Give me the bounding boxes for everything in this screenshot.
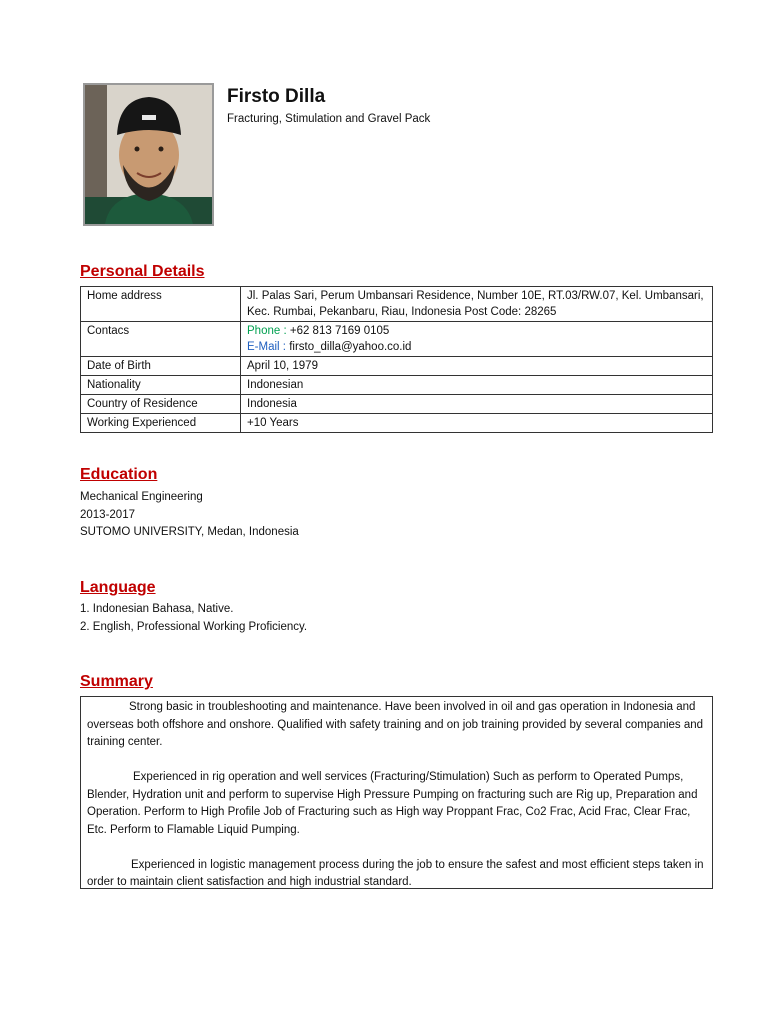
nationality-value: Indonesian: [241, 376, 713, 395]
personal-details-table: [80, 286, 713, 433]
education-heading: Education: [80, 466, 158, 483]
language-heading: Language: [80, 579, 156, 596]
candidate-role: Fracturing, Stimulation and Gravel Pack: [227, 113, 431, 125]
language-item: 1. Indonesian Bahasa, Native.: [80, 603, 234, 615]
personal-details-heading: Personal Details: [80, 263, 205, 280]
summary-paragraph: Experienced in logistic management process during the job to ensure the safest and most efficient steps taken in order to maintain client satisfaction and high industrial standard.: [87, 858, 704, 888]
summary-box: [80, 696, 713, 889]
nationality-label: Nationality: [81, 376, 241, 395]
education-block: [80, 489, 299, 542]
email-label: E-Mail :: [247, 341, 286, 353]
home-address-label: Home address: [81, 287, 241, 322]
dob-value: April 10, 1979: [241, 357, 713, 376]
profile-photo-image: [85, 85, 212, 224]
home-address-value: Jl. Palas Sari, Perum Umbansari Residence, Number 10E, RT.03/RW.07, Kel. Umbansari, Kec. Rumbai, Pekanbaru, Riau, Indonesia Post Code: 28265: [241, 287, 713, 322]
table-row: [81, 357, 713, 376]
contacts-value: [241, 322, 713, 357]
table-row: [81, 287, 713, 322]
phone-line: [247, 323, 706, 339]
summary-paragraph: Experienced in rig operation and well services (Fracturing/Stimulation) Such as perform to Operated Pumps, Blender, Hydration unit and perform to supervise High Pressure Pumping on fracturing such are Rig up, Preparation and Operation. Perform to High Profile Job of Fracturing such as High way Proppant Frac, Co2 Frac, Acid Frac, Clear Frac, Etc. Perform to Flamable Liquid Pumping.: [87, 771, 698, 836]
country-label: Country of Residence: [81, 395, 241, 414]
email-line: [247, 339, 706, 355]
experience-value: +10 Years: [241, 414, 713, 433]
country-value: Indonesia: [241, 395, 713, 414]
language-block: [80, 601, 307, 636]
education-school: SUTOMO UNIVERSITY, Medan, Indonesia: [80, 526, 299, 538]
table-row: [81, 322, 713, 357]
profile-photo: [83, 83, 214, 226]
table-row: [81, 395, 713, 414]
phone-label: Phone :: [247, 325, 287, 337]
summary-paragraph: Strong basic in troubleshooting and maintenance. Have been involved in oil and gas operation in Indonesia and overseas both offshore and onshore. Qualified with safety training and on job training provided by several companies and training center.: [87, 701, 704, 748]
education-years: 2013-2017: [80, 508, 135, 521]
candidate-name: Firsto Dilla: [227, 86, 326, 107]
experience-label: Working Experienced: [81, 414, 241, 433]
summary-heading: Summary: [80, 673, 153, 690]
contacts-label: Contacs: [81, 322, 241, 357]
phone-number: +62 813 7169 0105: [289, 325, 390, 337]
dob-label: Date of Birth: [81, 357, 241, 376]
table-row: [81, 376, 713, 395]
education-degree: Mechanical Engineering: [80, 491, 203, 503]
language-item: 2. English, Professional Working Proficiency.: [80, 620, 308, 633]
table-row: [81, 414, 713, 433]
email-address: firsto_dilla@yahoo.co.id: [289, 341, 412, 353]
